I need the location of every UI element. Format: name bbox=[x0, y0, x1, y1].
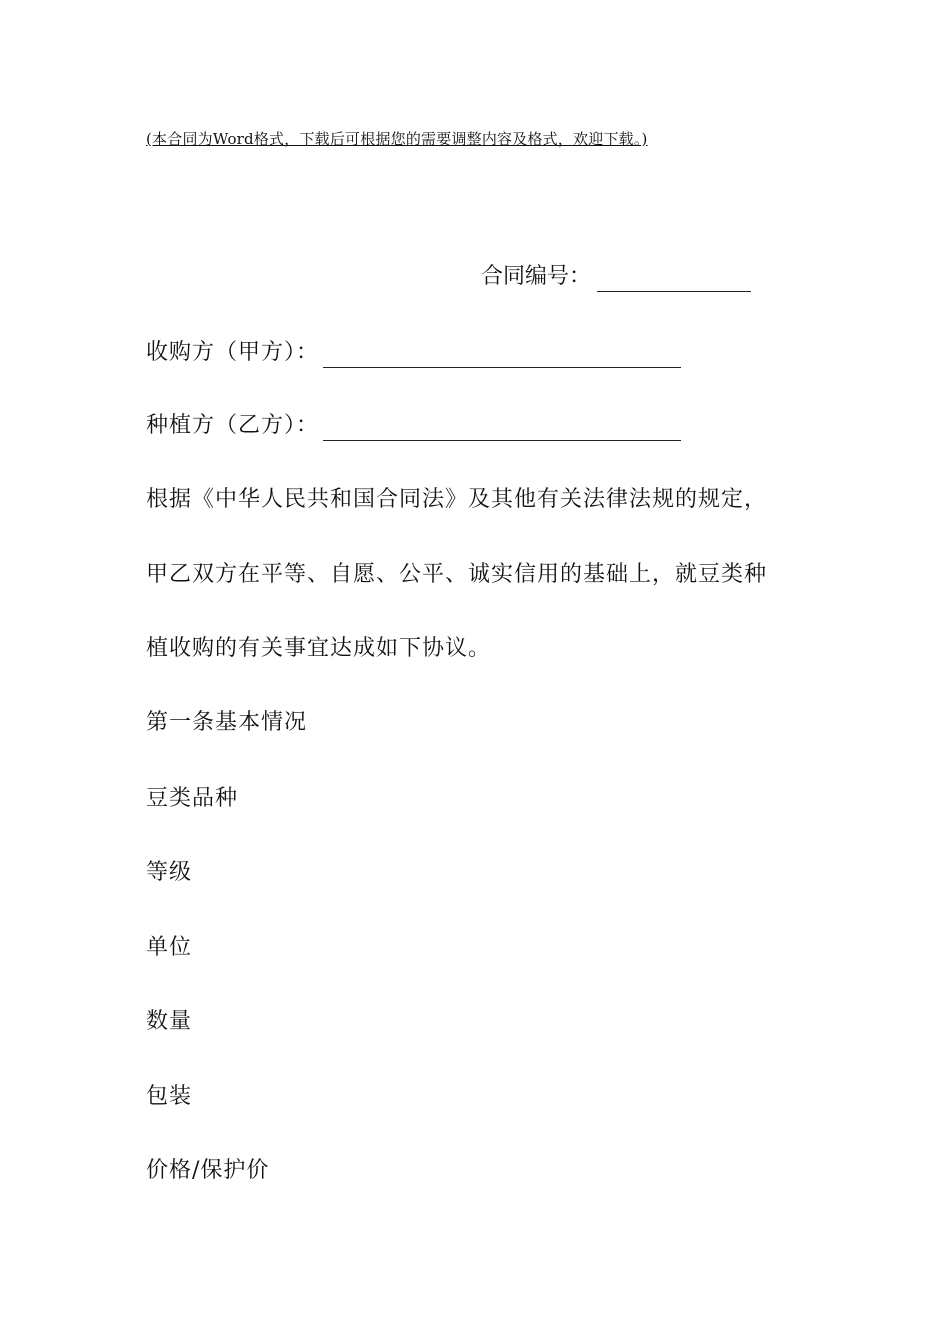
field-packaging: 包装 bbox=[146, 1084, 193, 1109]
preamble-line-3: 植收购的有关事宜达成如下协议。 bbox=[146, 636, 492, 661]
field-unit: 单位 bbox=[146, 935, 193, 960]
contract-number-line bbox=[481, 262, 751, 292]
contract-number-blank bbox=[597, 269, 751, 292]
field-quantity: 数量 bbox=[146, 1009, 193, 1034]
party-a-blank bbox=[323, 345, 681, 368]
field-grade: 等级 bbox=[146, 860, 193, 885]
contract-number-label: 合同编号： bbox=[481, 264, 592, 289]
preamble-line-2: 甲乙双方在平等、自愿、公平、诚实信用的基础上，就豆类种 bbox=[146, 562, 768, 587]
party-a-line bbox=[146, 338, 681, 368]
party-b-blank bbox=[323, 418, 681, 441]
preamble-line-1: 根据《中华人民共和国合同法》及其他有关法律法规的规定， bbox=[146, 487, 768, 512]
format-notice: (本合同为Word格式，下载后可根据您的需要调整内容及格式，欢迎下载。) bbox=[146, 130, 648, 148]
party-b-line bbox=[146, 411, 681, 441]
field-bean-variety: 豆类品种 bbox=[146, 786, 239, 811]
party-a-label: 收购方（甲方）： bbox=[146, 340, 320, 365]
party-b-label: 种植方（乙方）： bbox=[146, 413, 320, 438]
article-1-title: 第一条基本情况 bbox=[146, 710, 308, 735]
field-price: 价格/保护价 bbox=[146, 1158, 270, 1183]
